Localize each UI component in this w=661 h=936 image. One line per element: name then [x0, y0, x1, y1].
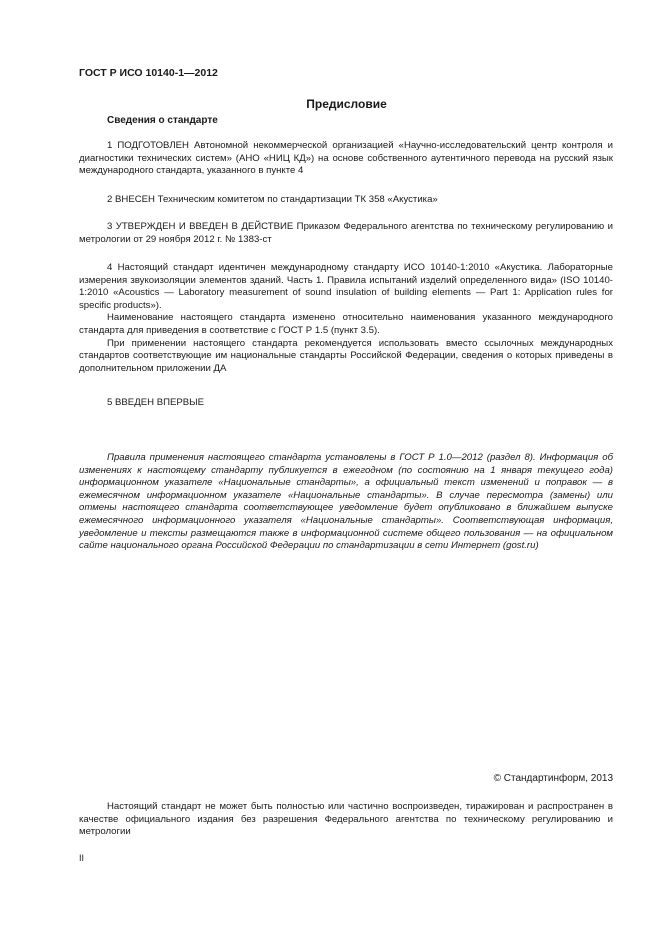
- item-5-block: [79, 397, 613, 410]
- item-4-paragraph-3: При применении настоящего стандарта рекомендуется использовать вместо ссылочных международных стандартов соответствующие им национальные стандарты Российской Федерации, сведения о которых приведены в дополнительном приложении ДА: [79, 337, 613, 374]
- item-3-block: [79, 221, 613, 246]
- item-3-text: 3 УТВЕРЖДЕН И ВВЕДЕН В ДЕЙСТВИЕ Приказом Федерального агентства по техническому регулированию и метрологии от 29 ноября 2012 г. № 1383-ст: [79, 221, 613, 245]
- page-number: II: [79, 853, 85, 863]
- item-5-text: 5 ВВЕДЕН ВПЕРВЫЕ: [107, 397, 205, 408]
- application-rules-notice: Правила применения настоящего стандарта установлены в ГОСТ Р 1.0—2012 (раздел 8). Информация об изменениях к настоящему стандарту публикуется в ежегодном (по состоянию на 1 января текущего года) информационном указателе «Национальные стандарты», а официальный текст изменений и поправок — в ежемесячном информационном указателе «Национальные стандарты». В случае пересмотра (замены) или отмены настоящего стандарта соответствующее уведомление будет опубликовано в ближайшем выпуске ежемесячного информационного указателя «Национальные стандарты». Соответствующая информация, уведомление и тексты размещаются также в информационной системе общего пользования — на официальном сайте национального органа Российской Федерации по стандартизации в сети Интернет (gost.ru): [79, 452, 613, 552]
- item-4-paragraph-1: 4 Настоящий стандарт идентичен международному стандарту ИСО 10140-1:2010 «Акустика. Лабораторные измерения звукоизоляции элементов зданий. Часть 1. Правила испытаний изделий определенного вида» (ISO 10140-1:2010 «Acoustics — Laboratory measurement of sound insulation of building elements — Part 1: Application rules for specific products»).: [79, 262, 613, 311]
- item-4-paragraph-2: Наименование настоящего стандарта изменено относительно наименования указанного международного стандарта для приведения в соответствие с ГОСТ Р 1.5 (пункт 3.5).: [79, 312, 613, 336]
- reproduction-notice-block: [79, 801, 613, 839]
- reproduction-notice: Настоящий стандарт не может быть полностью или частично воспроизведен, тиражирован и распространен в качестве официального издания без разрешения Федерального агентства по техническому регулированию и метрологии: [79, 801, 613, 838]
- item-1-text: 1 ПОДГОТОВЛЕН Автономной некоммерческой организацией «Научно-исследовательский центр контроля и диагностики технических систем» (АНО «НИЦ КД») на основе собственного аутентичного перевода на русский язык международного стандарта, указанного в пункте 4: [79, 140, 613, 177]
- item-4-block: [79, 262, 613, 375]
- page-title: Предисловие: [306, 97, 387, 111]
- item-2-text: 2 ВНЕСЕН Техническим комитетом по стандартизации ТК 358 «Акустика»: [107, 194, 438, 205]
- item-2-block: [79, 194, 613, 207]
- section-subtitle: Сведения о стандарте: [107, 115, 218, 126]
- standard-code-header: ГОСТ Р ИСО 10140-1—2012: [79, 67, 218, 79]
- copyright-line: © Стандартинформ, 2013: [493, 773, 613, 784]
- item-1-block: [79, 140, 613, 178]
